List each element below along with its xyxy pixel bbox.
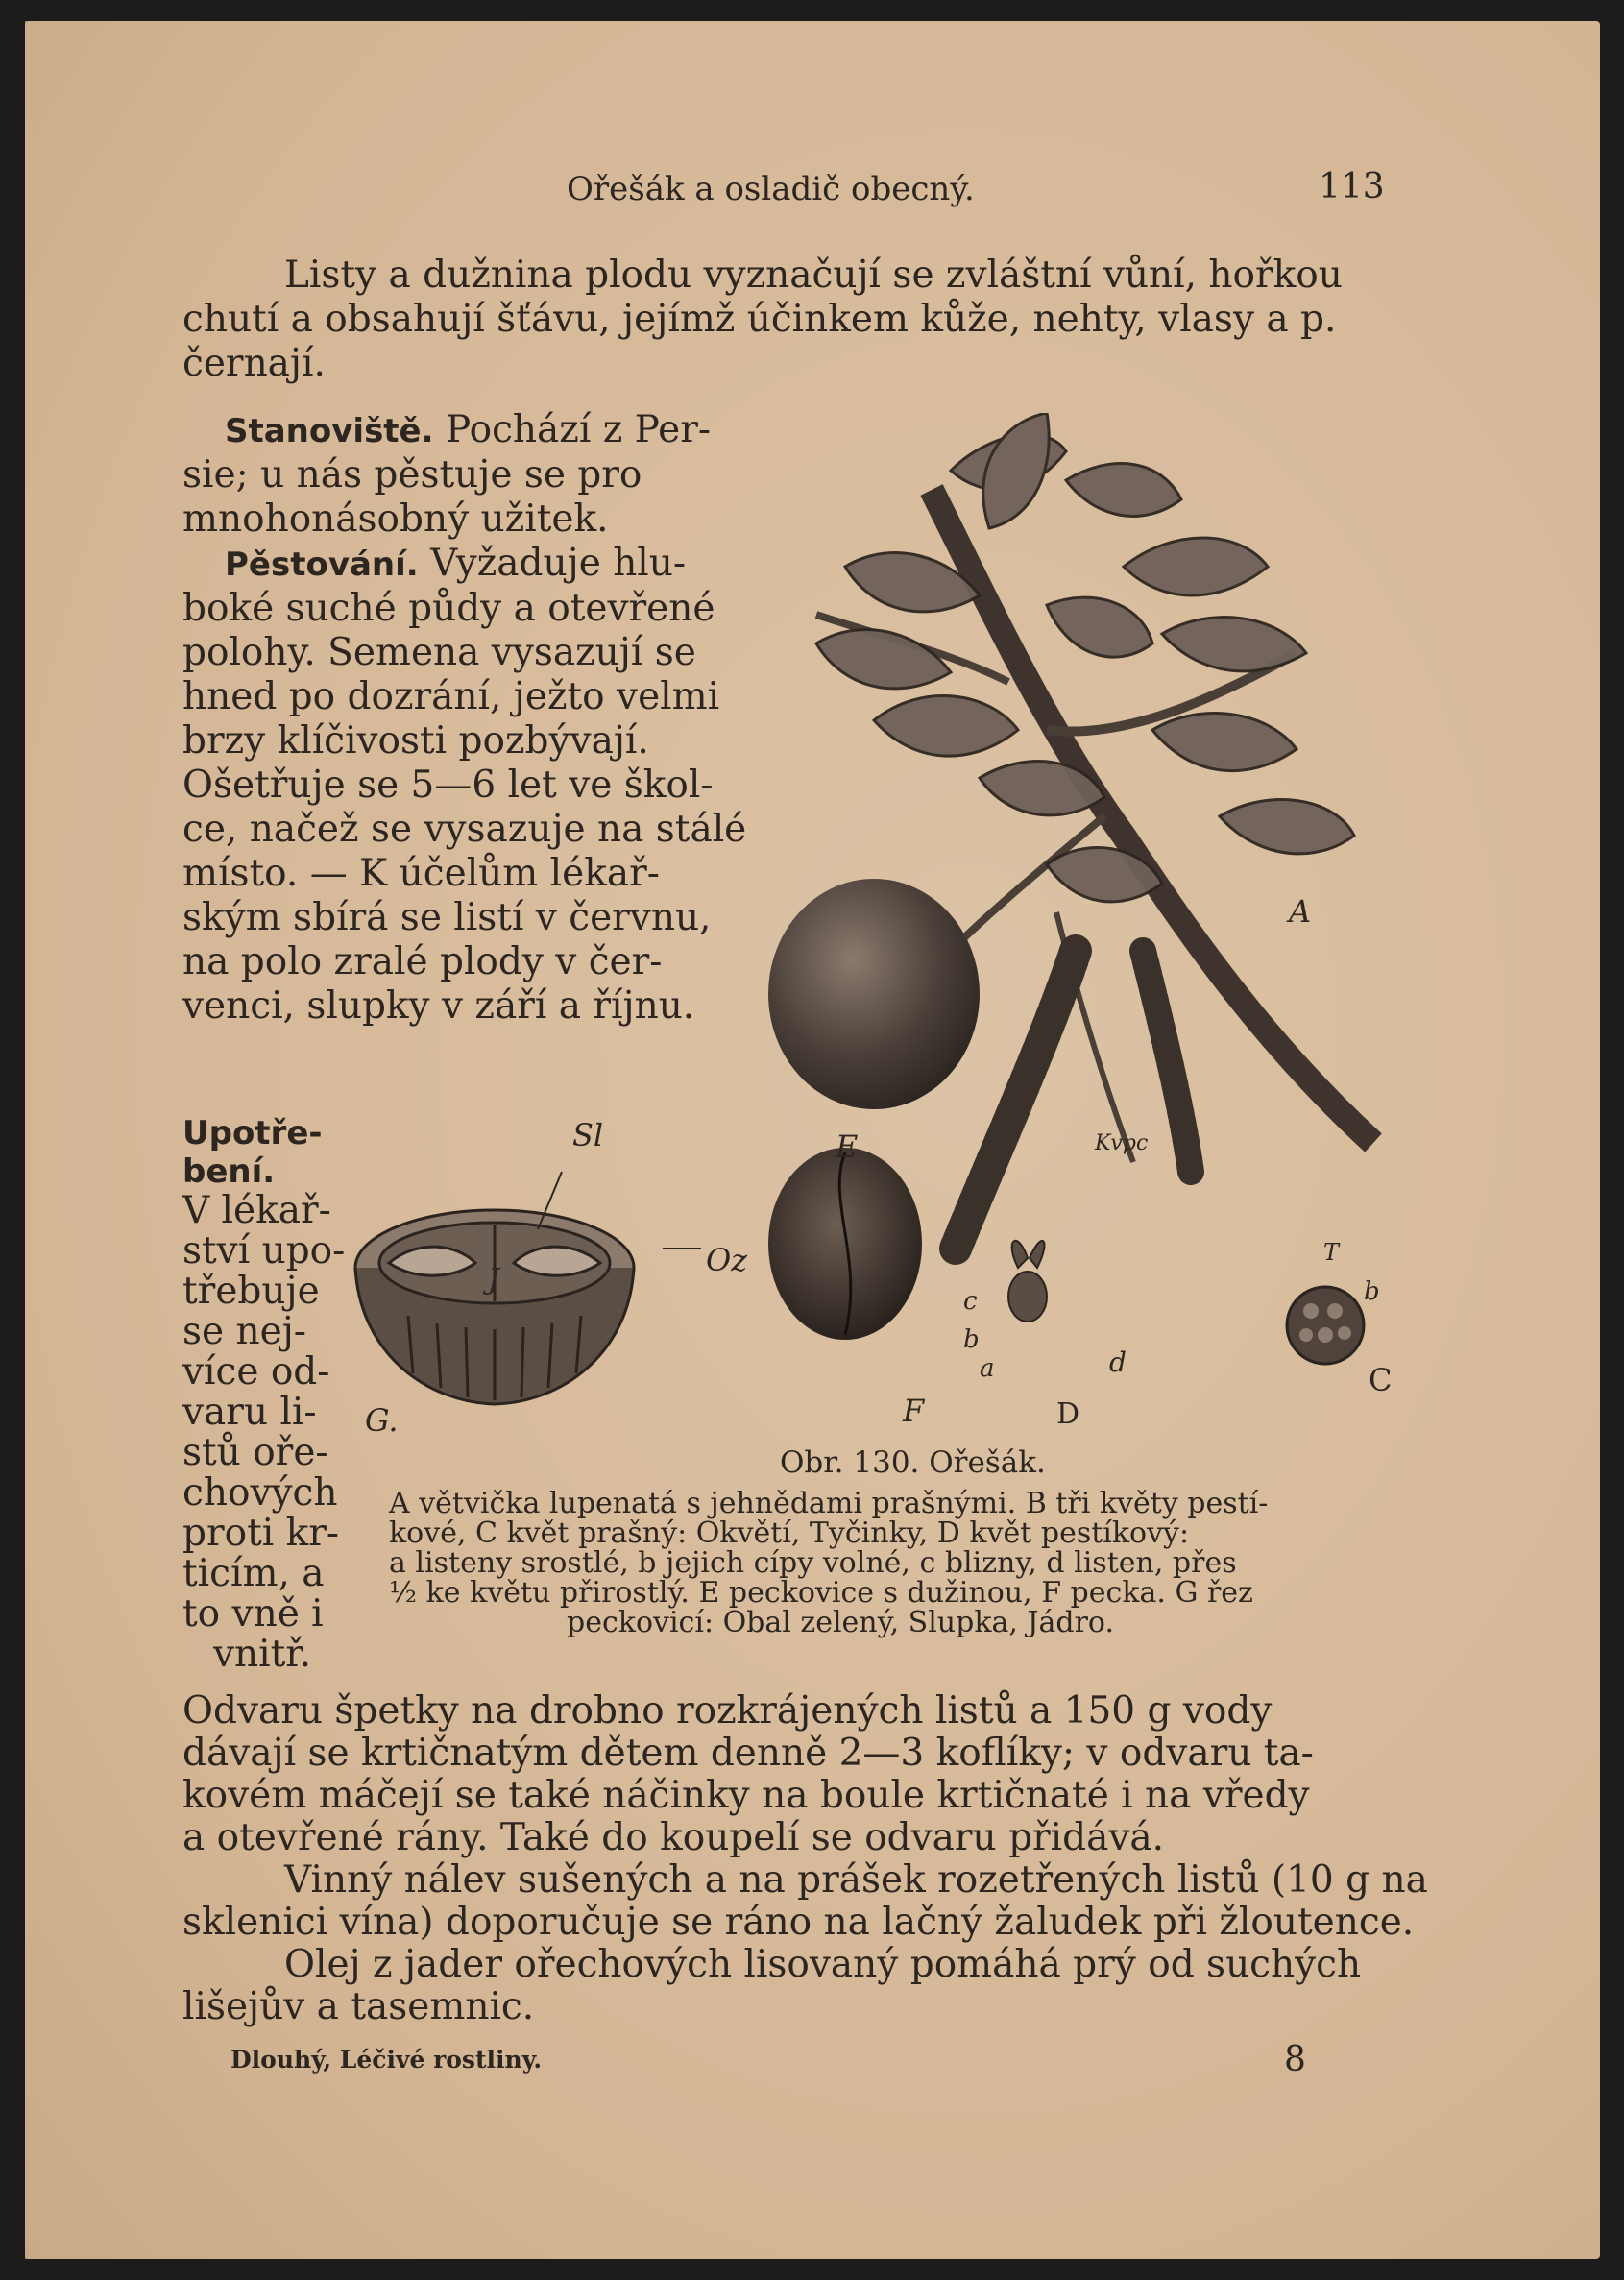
section-heading-upotrebeni: Upotře- — [182, 1114, 323, 1152]
figure-caption — [389, 1489, 1268, 1637]
text-line: chutí a obsahují šťávu, jejímž účinkem kůže, nehty, vlasy a p. — [182, 298, 1337, 341]
walnut-branch-illustration — [759, 413, 1431, 1450]
text-line: venci, slupky v září a říjnu. — [182, 984, 695, 1028]
text-line: ství upo- — [182, 1229, 346, 1273]
text-line: boké suché půdy a otevřené — [182, 587, 715, 630]
text-line: Ošetřuje se 5—6 let ve škol- — [182, 764, 714, 807]
text-line: dávají se krtičnatým dětem denně 2—3 koflíky; v odvaru ta- — [182, 1732, 1314, 1775]
page-number: 113 — [1319, 167, 1385, 206]
text-line: Listy a dužnina plodu vyznačují se zvláštní vůní, hořkou — [284, 254, 1343, 297]
text-line: na polo zralé plody v čer- — [182, 940, 663, 983]
fruit-e-drawing — [768, 879, 980, 1109]
figure-label-f: F — [903, 1393, 925, 1429]
text-line: mnohonásobný užitek. — [182, 497, 609, 541]
text-line: brzy klíčivosti pozbývají. — [182, 719, 649, 763]
text-line: polohy. Semena vysazují se — [182, 631, 696, 674]
figure-label-a: A — [1289, 893, 1312, 930]
text-line: Vinný nálev sušených a na prášek rozetřených listů (10 g na — [284, 1858, 1428, 1902]
text-line: ticím, a — [182, 1552, 325, 1595]
figure-label-b-upper: b — [1364, 1277, 1380, 1306]
text-line: sklenici vína) doporučuje se ráno na lačný žaludek při žloutence. — [182, 1901, 1415, 1944]
figure-label-c-upper: C — [1369, 1362, 1393, 1398]
caption-line: ½ ke květu přirostlý. E peckovice s dužinou, F pecka. G řez — [389, 1576, 1253, 1610]
figure-label-oz: Oz — [706, 1242, 748, 1278]
caption-line: a listeny srostlé, b jejich cípy volné, c blizny, d listen, přes — [389, 1546, 1237, 1580]
figure-label-j: J — [488, 1263, 500, 1297]
figure-label-d-lower: d — [1109, 1346, 1127, 1378]
figure-caption-title: Obr. 130. Ořešák. — [780, 1445, 1046, 1480]
figure-label-g: G. — [365, 1402, 399, 1439]
left-column — [182, 408, 747, 1029]
text-line: vnitř. — [213, 1633, 312, 1676]
nut-f-drawing — [768, 1148, 922, 1340]
text-line: sie; u nás pěstuje se pro — [182, 453, 642, 497]
text-line: černají. — [182, 342, 326, 385]
text-line: se nej- — [182, 1310, 306, 1353]
text-line: kovém máčejí se také náčinky na boule krtičnaté i na vředy — [182, 1774, 1310, 1817]
text-line: více od- — [182, 1350, 330, 1394]
intro-paragraph — [182, 254, 1343, 386]
text-line: a otevřené rány. Také do koupelí se odvaru přidává. — [182, 1816, 1165, 1859]
text-line: Pochází z Per- — [445, 408, 712, 451]
text-line: proti kr- — [182, 1512, 340, 1555]
text-line: varu li- — [182, 1391, 317, 1434]
narrow-column — [182, 1114, 375, 1675]
text-line: místo. — K účelům lékař- — [182, 852, 660, 895]
text-line: to vně i — [182, 1592, 324, 1636]
figure-label-t: T — [1323, 1239, 1340, 1266]
figure-label-sl: Sl — [572, 1117, 604, 1153]
text-line: chových — [182, 1471, 338, 1515]
staminate-flower-c-drawing — [1287, 1287, 1364, 1364]
figure-label-a-lower: a — [980, 1354, 995, 1383]
caption-line: kové, C květ prašný: Okvětí, Tyčinky, D květ pestíkový: — [389, 1516, 1190, 1550]
running-title: Ořešák a osladič obecný. — [567, 170, 975, 208]
figure-label-d-upper: D — [1056, 1397, 1080, 1431]
text-line: Odvaru špetky na drobno rozkrájených listů a 150 g vody — [182, 1689, 1273, 1733]
figure-label-e: E — [836, 1128, 859, 1165]
caption-line: A větvička lupenatá s jehnědami prašnými. B tři květy pestí- — [389, 1487, 1269, 1520]
section-heading-pestovani: Pěstování. — [225, 546, 419, 584]
label-leader-lines — [519, 1162, 730, 1258]
text-line: Vyžaduje hlu- — [430, 542, 687, 585]
text-line: ce, načež se vysazuje na stálé — [182, 808, 747, 851]
figure-label-c-lower: c — [963, 1287, 978, 1316]
caption-line: peckovicí: Obal zelený, Slupka, Jádro. — [567, 1606, 1114, 1639]
pistillate-flower-d-drawing — [1008, 1241, 1047, 1322]
outro-paragraphs — [182, 1690, 1428, 2028]
footer-signature-mark: 8 — [1284, 2040, 1306, 2079]
text-line: ským sbírá se listí v červnu, — [182, 896, 712, 939]
text-line: hned po dozrání, ježto velmi — [182, 675, 720, 718]
section-heading-upotrebeni-cont: bení. — [182, 1152, 276, 1191]
footer-author-title: Dlouhý, Léčivé rostliny. — [230, 2046, 543, 2074]
text-line: stů oře- — [182, 1431, 328, 1474]
text-line: třebuje — [182, 1270, 320, 1313]
section-heading-stanoviste: Stanoviště. — [225, 412, 434, 450]
figure-label-kvpc: Kvpc — [1095, 1131, 1149, 1155]
text-line: V lékař- — [182, 1189, 331, 1232]
figure-label-b-lower: b — [963, 1325, 980, 1354]
text-line: lišejův a tasemnic. — [182, 1985, 535, 2028]
text-line: Olej z jader ořechových lisovaný pomáhá prý od suchých — [284, 1943, 1362, 1986]
